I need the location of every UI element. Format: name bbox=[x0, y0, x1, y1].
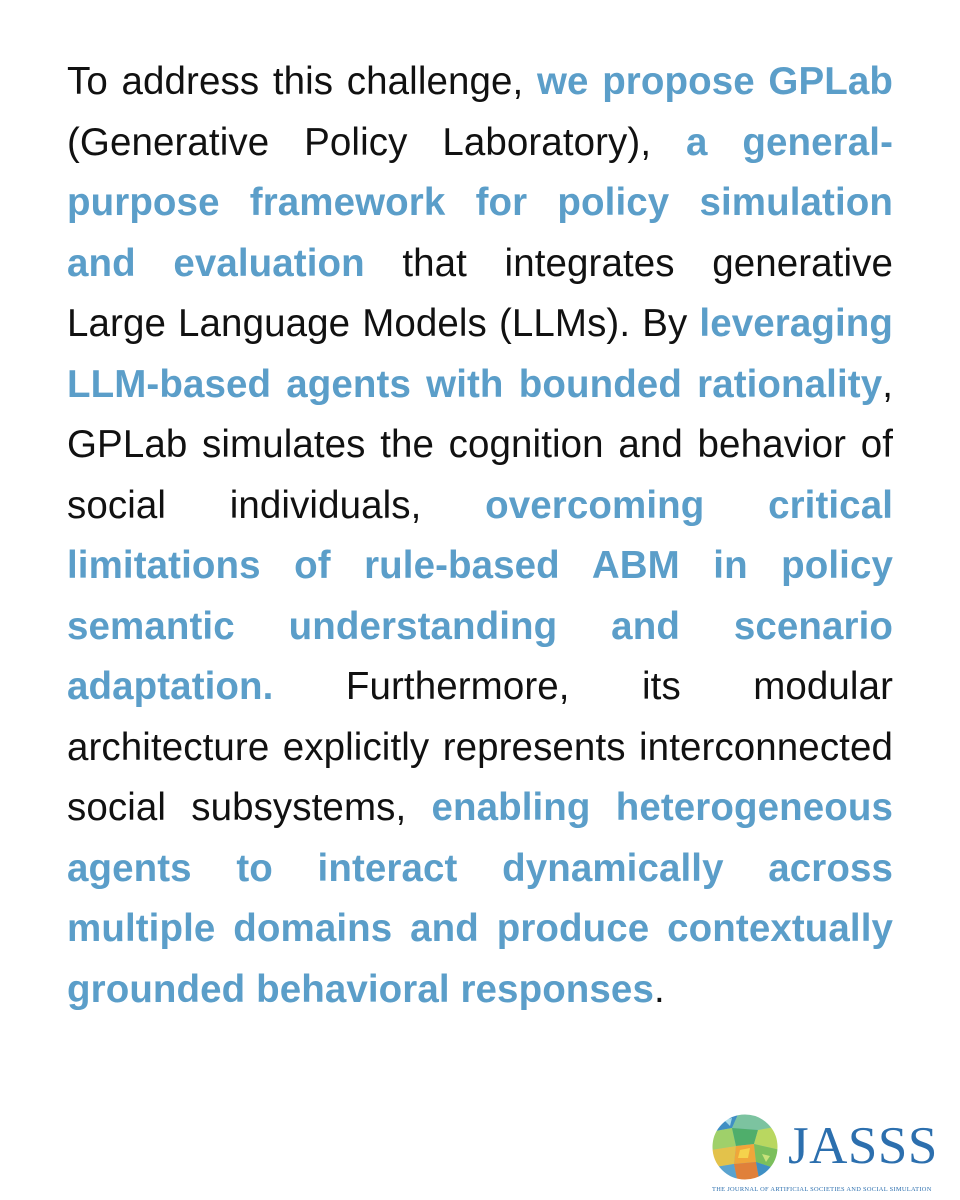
highlight-segment: a general-purpose framework for policy simulation and evaluation bbox=[67, 120, 893, 285]
text-segment: that integrates generative Large Language Models (LLMs). By bbox=[67, 241, 893, 345]
text-segment: To address this challenge, bbox=[67, 60, 537, 103]
abstract-paragraph bbox=[67, 52, 893, 1020]
highlight-segment: we propose GPLab bbox=[536, 60, 893, 103]
jasss-wordmark: JASSS bbox=[788, 1117, 938, 1175]
text-segment: Furthermore, its modular architecture explicitly represents interconnected social subsystems, bbox=[67, 665, 893, 829]
text-segment: . bbox=[653, 967, 665, 1011]
jasss-mosaic-globe-icon bbox=[710, 1110, 780, 1184]
highlight-segment: leveraging LLM-based agents with bounded rationality bbox=[67, 302, 893, 406]
text-segment: , GPLab simulates the cognition and behavior of social individuals, bbox=[67, 362, 893, 527]
text-segment: (Generative Policy Laboratory), bbox=[67, 120, 687, 164]
jasss-logo bbox=[710, 1110, 950, 1192]
highlight-segment: enabling heterogeneous agents to interact dynamically across multiple domains and produce contextually grounded behavioral responses bbox=[67, 786, 893, 1011]
highlight-segment: overcoming critical limitations of rule-based ABM in policy semantic understanding and scenario adaptation. bbox=[67, 483, 893, 708]
jasss-tagline: THE JOURNAL OF ARTIFICIAL SOCIETIES AND SOCIAL SIMULATION bbox=[712, 1186, 932, 1193]
